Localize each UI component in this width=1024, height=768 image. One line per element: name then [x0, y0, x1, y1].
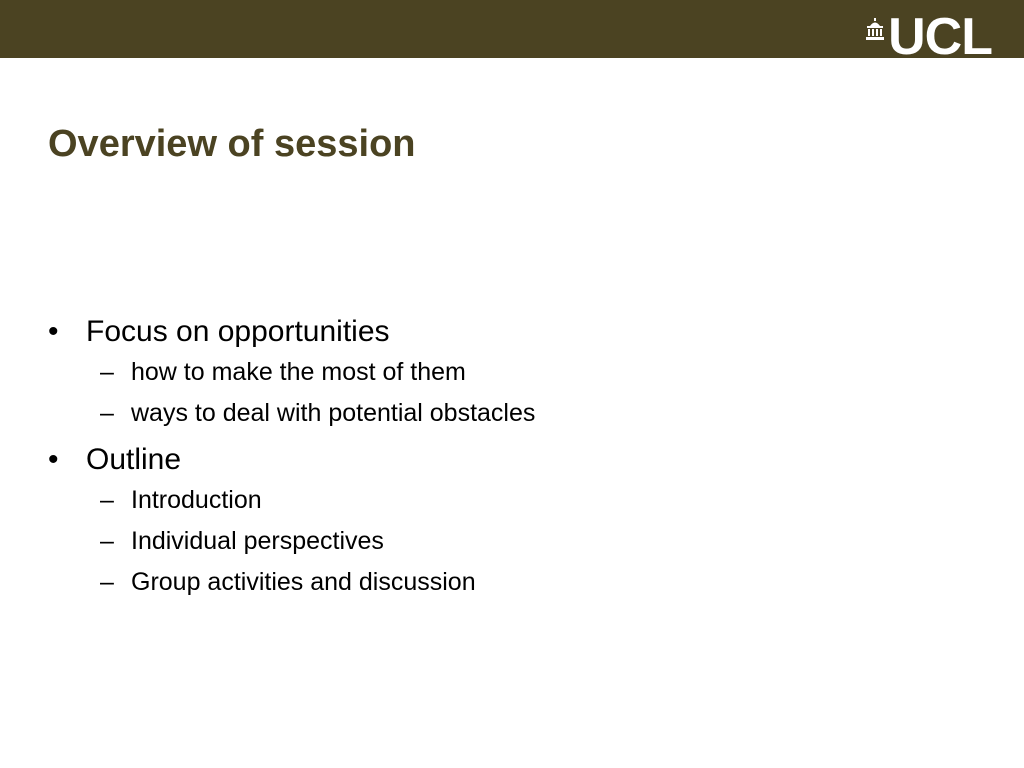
sub-list [100, 352, 948, 434]
building-icon [866, 18, 884, 40]
logo-text: UCL [888, 16, 992, 58]
sub-item-text: ways to deal with potential obstacles [131, 399, 536, 427]
sub-marker: – [100, 527, 114, 555]
sub-item-text: Introduction [131, 486, 262, 514]
header-band [0, 0, 1024, 58]
bullet-list [48, 310, 948, 609]
ucl-logo [866, 16, 992, 58]
sub-marker: – [100, 399, 114, 427]
sub-item [100, 393, 948, 434]
sub-item [100, 480, 948, 521]
sub-item [100, 352, 948, 393]
bullet-marker: • [48, 315, 59, 348]
bullet-text: Focus on opportunities [86, 315, 390, 348]
sub-item-text: Group activities and discussion [131, 568, 476, 596]
sub-item-text: Individual perspectives [131, 527, 384, 555]
sub-item [100, 562, 948, 603]
slide-title: Overview of session [48, 123, 416, 165]
sub-item-text: how to make the most of them [131, 358, 466, 386]
sub-list [100, 480, 948, 603]
sub-item [100, 521, 948, 562]
bullet-item [48, 312, 948, 352]
sub-marker: – [100, 486, 114, 514]
bullet-text: Outline [86, 443, 182, 476]
sub-marker: – [100, 358, 114, 386]
bullet-item [48, 440, 948, 480]
sub-marker: – [100, 568, 114, 596]
bullet-marker: • [48, 443, 59, 476]
